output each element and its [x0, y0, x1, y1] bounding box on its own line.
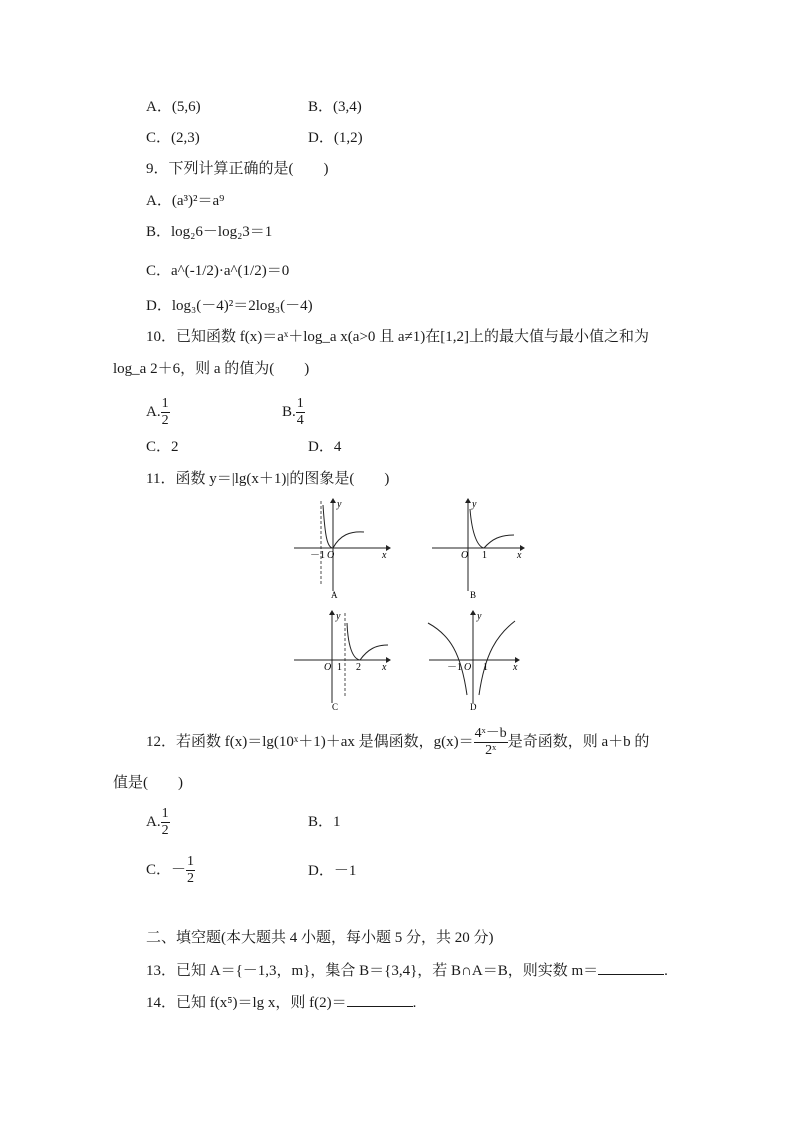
q10-stem-line1: 10．已知函数 f(x)＝aˣ＋log_a x(a>0 且 a≠1)在[1,2]上的最大值与最小值之和为 — [146, 329, 650, 345]
q10-option-c: C．2 — [146, 439, 179, 455]
q8-option-a: A．(5,6) — [146, 99, 201, 115]
q11-graph-a — [290, 495, 395, 605]
q10-option-d: D．4 — [308, 439, 342, 455]
q13-answer-blank[interactable] — [598, 960, 664, 975]
svg-text:x: x — [382, 662, 387, 673]
q10-stem-line2: log_a 2＋6，则 a 的值为( ) — [113, 361, 310, 377]
svg-text:y: y — [337, 499, 342, 510]
q9-option-a: A．(a³)²＝a⁹ — [146, 193, 225, 209]
svg-text:－1: －1 — [310, 550, 325, 561]
svg-text:D: D — [470, 702, 477, 712]
curve-right — [479, 621, 515, 695]
svg-text:1: 1 — [483, 662, 488, 673]
q8-option-c: C．(2,3) — [146, 130, 200, 146]
curve-left — [428, 623, 467, 695]
q12-stem-line1: 12．若函数 f(x)＝lg(10ˣ＋1)＋ax 是偶函数，g(x)＝ $\frac{\text{4ˣ－b}}{\text{2ˣ}}$ 是奇函数，则 a＋b 的 — [146, 726, 650, 759]
svg-text:x: x — [382, 550, 387, 561]
q11-graph-c — [290, 605, 395, 715]
svg-text:y: y — [472, 499, 477, 510]
svg-text:2: 2 — [356, 662, 361, 673]
q12-option-b: B．1 — [308, 814, 341, 830]
curve — [347, 623, 388, 660]
svg-text:O: O — [324, 662, 332, 673]
svg-text:B: B — [470, 590, 477, 600]
q10-option-a-fraction: $\frac{1}{2}$ — [161, 396, 169, 429]
section-heading: 二、填空题(本大题共 4 小题，每小题 5 分，共 20 分) — [146, 930, 494, 946]
svg-text:－1: －1 — [447, 662, 462, 673]
q12-g-fraction: $\frac{\text{4ˣ－b}}{\text{2ˣ}}$ — [474, 726, 507, 759]
svg-text:x: x — [517, 550, 522, 561]
svg-text:O: O — [327, 550, 335, 561]
svg-text:O: O — [464, 662, 472, 673]
svg-text:y: y — [336, 611, 341, 622]
q10-option-a: A. $\frac{1}{2}$ — [146, 396, 169, 429]
q8-option-b: B．(3,4) — [308, 99, 362, 115]
q12-option-c-fraction: $\frac{1}{2}$ — [187, 854, 195, 887]
q10-option-b: B. $\frac{1}{4}$ — [282, 396, 304, 429]
q8-option-d: D．(1,2) — [308, 130, 363, 146]
curve — [323, 505, 364, 548]
q14-stem: 14．已知 f(x⁵)＝lg x，则 f(2)＝ . — [146, 992, 416, 1012]
q9-stem: 9．下列计算正确的是( ) — [146, 161, 329, 177]
q12-stem-line2: 值是( ) — [113, 775, 183, 791]
q14-answer-blank[interactable] — [347, 992, 413, 1007]
q9-option-c: C．a^(-1/2)·a^(1/2)＝0 — [146, 263, 290, 279]
q11-graph-b — [428, 495, 533, 605]
q11-graph-d — [425, 605, 525, 715]
q9-option-b: B．log₂6－log₂3＝1 — [146, 224, 273, 240]
svg-text:1: 1 — [482, 550, 487, 561]
q12-option-a-fraction: $\frac{1}{2}$ — [161, 806, 169, 839]
svg-text:1: 1 — [337, 662, 342, 673]
q12-option-c: C．－ $\frac{1}{2}$ — [146, 854, 195, 887]
curve — [470, 509, 514, 548]
q12-option-a: A. $\frac{1}{2}$ — [146, 806, 169, 839]
svg-text:C: C — [332, 702, 339, 712]
svg-text:y: y — [477, 611, 482, 622]
svg-text:x: x — [513, 662, 518, 673]
q9-option-d: D．log₃(－4)²＝2log₃(－4) — [146, 298, 313, 314]
q12-option-d: D．－1 — [308, 863, 357, 879]
q10-option-b-fraction: $\frac{1}{4}$ — [296, 396, 304, 429]
svg-text:O: O — [461, 550, 469, 561]
q13-stem: 13．已知 A＝{－1,3，m}，集合 B＝{3,4}，若 B∩A＝B，则实数 m＝ . — [146, 960, 668, 980]
svg-text:A: A — [331, 590, 338, 600]
q11-stem: 11．函数 y＝|lg(x＋1)|的图象是( ) — [146, 471, 390, 487]
